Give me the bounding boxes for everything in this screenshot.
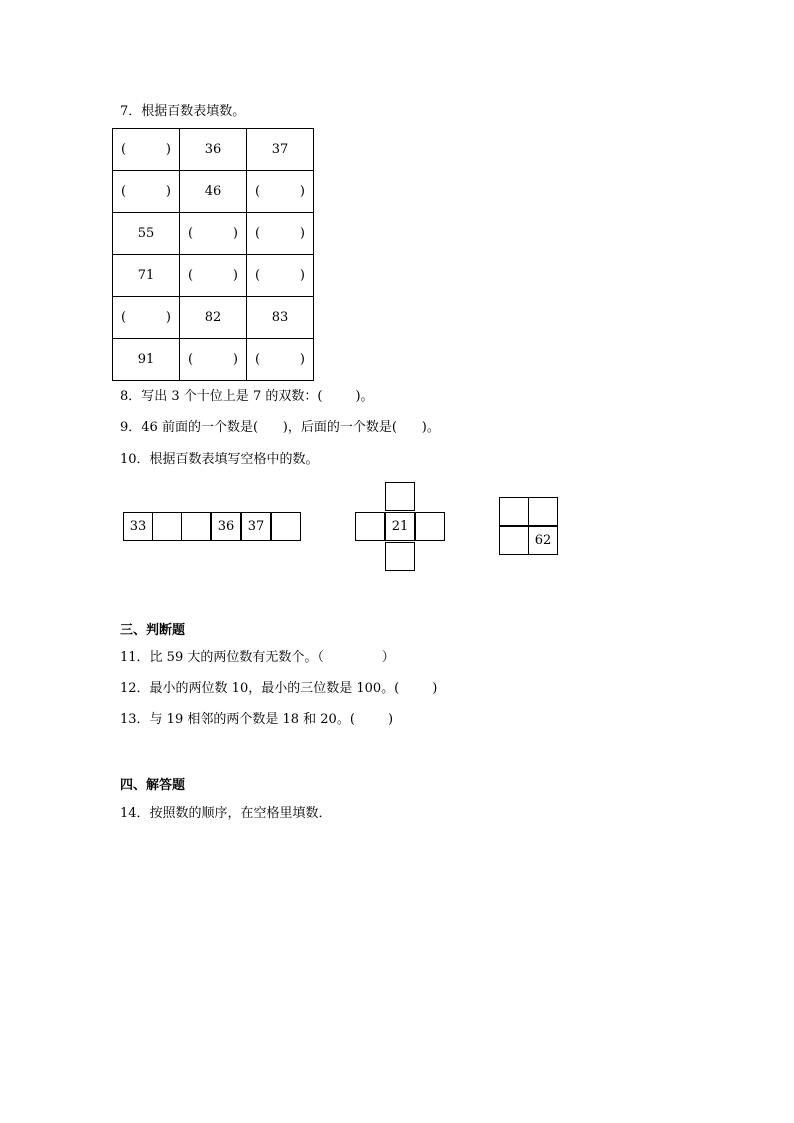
strip-cell[interactable] (181, 512, 211, 541)
number-cell: 82 (180, 297, 247, 339)
q13-text: 13．与 19 相邻的两个数是 18 和 20。( ) (120, 712, 394, 727)
q10-square (499, 497, 559, 557)
square-cell-tr[interactable] (528, 497, 558, 526)
parenthesis-blank[interactable]: ( ) (255, 352, 305, 367)
parenthesis-blank[interactable]: ( ) (188, 226, 238, 241)
parenthesis-blank[interactable]: ( ) (255, 268, 305, 283)
q11-text: 11．比 59 大的两位数有无数个。（ ） (120, 650, 395, 665)
q10-title: 10．根据百数表填写空格中的数。 (120, 452, 319, 467)
cross-cell-bottom[interactable] (385, 542, 415, 571)
number-cell: 55 (113, 213, 180, 255)
q10-strip (123, 512, 303, 541)
parenthesis-blank[interactable]: ( ) (255, 226, 305, 241)
parenthesis-blank[interactable]: ( ) (121, 184, 171, 199)
strip-cell[interactable]: 33 (123, 512, 153, 541)
blank-cell[interactable] (180, 339, 247, 381)
square-cell-br[interactable]: 62 (528, 526, 558, 555)
hundred-chart-table (112, 128, 314, 381)
hundred-chart-row (113, 171, 314, 213)
hundred-chart-row (113, 129, 314, 171)
q9-text: 9．46 前面的一个数是( )，后面的一个数是( )。 (120, 420, 440, 435)
strip-cell[interactable]: 37 (241, 512, 271, 541)
hundred-chart-row (113, 339, 314, 381)
q12-text: 12．最小的两位数 10，最小的三位数是 100。( ) (120, 681, 438, 696)
q7-title: 7．根据百数表填数。 (120, 104, 246, 119)
strip-cell[interactable] (152, 512, 182, 541)
blank-cell[interactable] (247, 171, 314, 213)
blank-cell[interactable] (180, 213, 247, 255)
parenthesis-blank[interactable]: ( ) (188, 352, 238, 367)
cross-cell-right[interactable] (415, 512, 445, 541)
blank-cell[interactable] (113, 129, 180, 171)
q8-text: 8．写出 3 个十位上是 7 的双数：( )。 (120, 389, 374, 404)
hundred-chart-row (113, 213, 314, 255)
blank-cell[interactable] (247, 339, 314, 381)
cross-cell-left[interactable] (355, 512, 385, 541)
number-cell: 83 (247, 297, 314, 339)
blank-cell[interactable] (247, 213, 314, 255)
q10-cross (355, 482, 445, 571)
section-3-heading: 三、判断题 (120, 623, 186, 638)
square-cell-bl[interactable] (499, 526, 529, 555)
section-4-heading: 四、解答题 (120, 778, 186, 793)
number-cell: 37 (247, 129, 314, 171)
blank-cell[interactable] (180, 255, 247, 297)
hundred-chart-row (113, 297, 314, 339)
cross-cell-top[interactable] (385, 482, 415, 511)
q14-text: 14．按照数的顺序，在空格里填数． (120, 806, 332, 821)
number-cell: 91 (113, 339, 180, 381)
strip-cell[interactable]: 36 (211, 512, 241, 541)
parenthesis-blank[interactable]: ( ) (188, 268, 238, 283)
square-cell-tl[interactable] (499, 497, 529, 526)
cross-cell-center[interactable]: 21 (385, 512, 415, 541)
blank-cell[interactable] (113, 171, 180, 213)
parenthesis-blank[interactable]: ( ) (121, 310, 171, 325)
strip-cell[interactable] (271, 512, 301, 541)
blank-cell[interactable] (247, 255, 314, 297)
number-cell: 71 (113, 255, 180, 297)
number-cell: 46 (180, 171, 247, 213)
parenthesis-blank[interactable]: ( ) (255, 184, 305, 199)
number-cell: 36 (180, 129, 247, 171)
blank-cell[interactable] (113, 297, 180, 339)
parenthesis-blank[interactable]: ( ) (121, 142, 171, 157)
hundred-chart-row (113, 255, 314, 297)
